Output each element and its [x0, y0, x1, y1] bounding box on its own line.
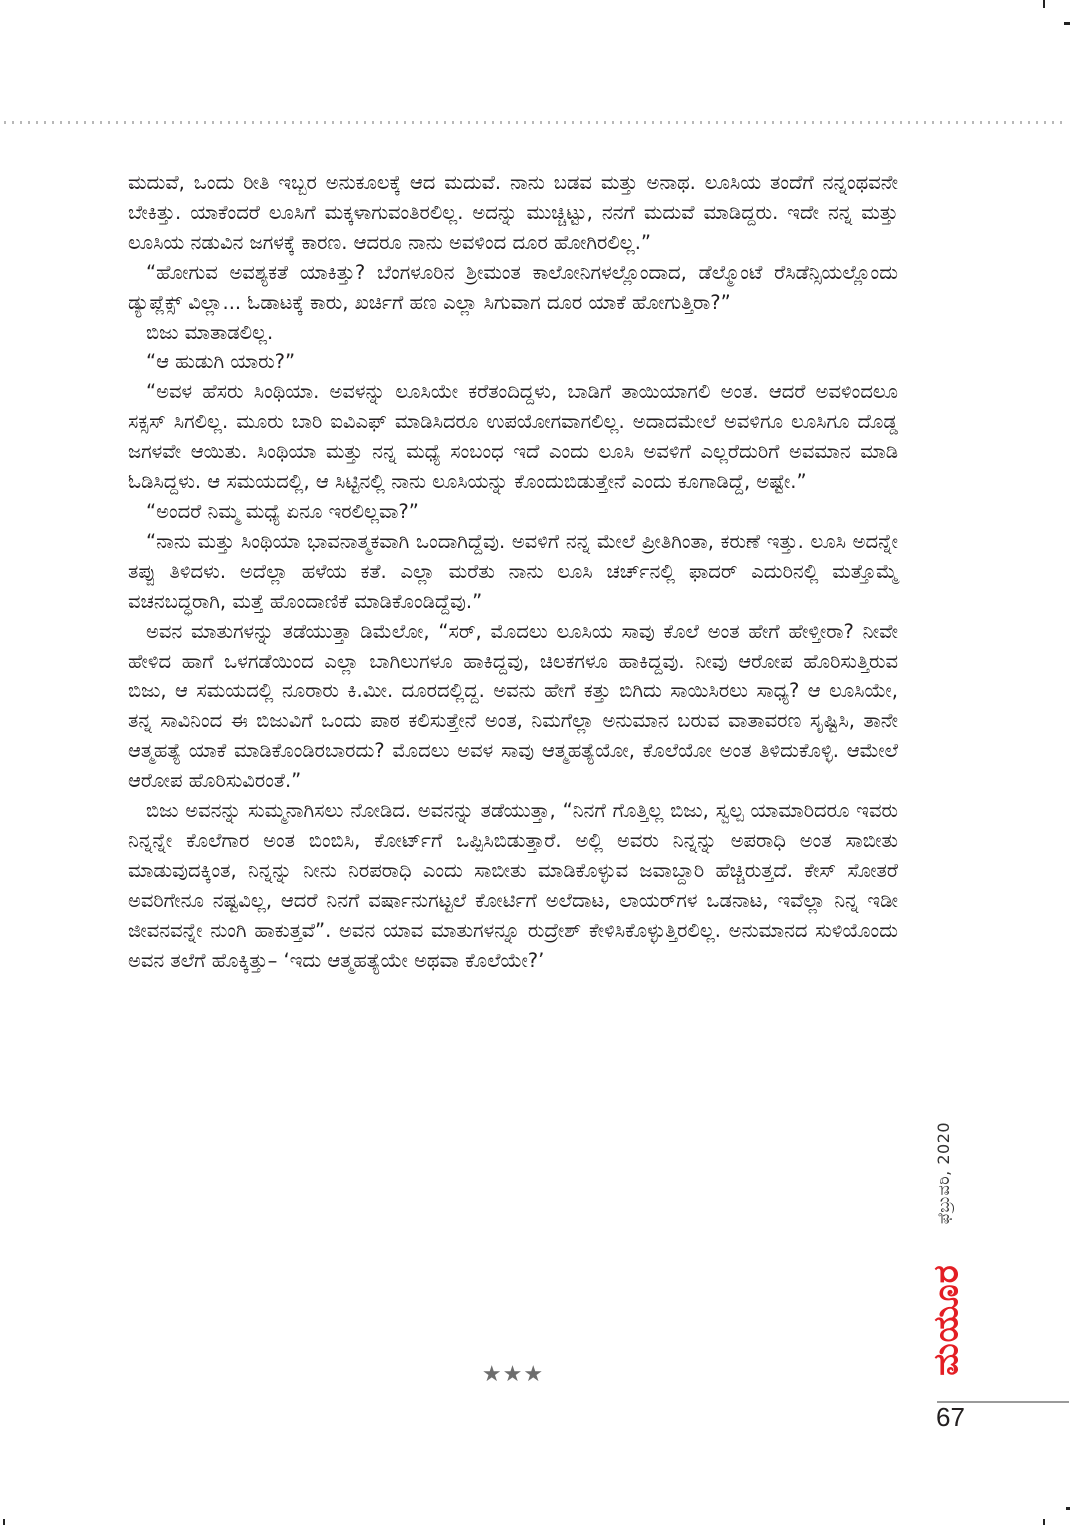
- header-dotted-rule: [4, 121, 1068, 124]
- paragraph: ಮದುವೆ, ಒಂದು ರೀತಿ ಇಬ್ಬರ ಅನುಕೂಲಕ್ಕೆ ಆದ ಮದುವೆ. ನಾನು ಬಡವ ಮತ್ತು ಅನಾಥ. ಲೂಸಿಯ ತಂದೆಗೆ ನನ್ನಂಥವನೇ ಬೇಕಿತ್ತು. ಯಾಕೆಂದರೆ ಲೂಸಿಗೆ ಮಕ್ಕಳಾಗುವಂತಿರಲಿಲ್ಲ. ಅದನ್ನು ಮುಚ್ಚಿಟ್ಟು, ನನಗೆ ಮದುವೆ ಮಾಡಿದ್ದರು. ಇದೇ ನನ್ನ ಮತ್ತು ಲೂಸಿಯ ನಡುವಿನ ಜಗಳಕ್ಕೆ ಕಾರಣ. ಆದರೂ ನಾನು ಅವಳಿಂದ ದೂರ ಹೋಗಿರಲಿಲ್ಲ.”: [128, 171, 898, 254]
- crop-mark: [1043, 0, 1045, 8]
- paragraph: “ಆ ಹುಡುಗಿ ಯಾರು?”: [146, 350, 296, 374]
- paragraph: “ನಾನು ಮತ್ತು ಸಿಂಥಿಯಾ ಭಾವನಾತ್ಮಕವಾಗಿ ಒಂದಾಗಿದ್ದೆವು. ಅವಳಿಗೆ ನನ್ನ ಮೇಲೆ ಪ್ರೀತಿಗಿಂತಾ, ಕರುಣೆ ಇತ್ತು. ಲೂಸಿ ಅದನ್ನೇ ತಪ್ಪು ತಿಳಿದಳು. ಅದೆಲ್ಲಾ ಹಳೆಯ ಕತೆ. ಎಲ್ಲಾ ಮರೆತು ನಾನು ಲೂಸಿ ಚರ್ಚ್‌ನಲ್ಲಿ ಫಾದರ್ ಎದುರಿನಲ್ಲಿ ಮತ್ತೊಮ್ಮೆ ವಚನಬದ್ಧರಾಗಿ, ಮತ್ತೆ ಹೊಂದಾಣಿಕೆ ಮಾಡಿಕೊಂಡಿದ್ದೆವು.”: [128, 529, 898, 613]
- crop-mark: [1066, 1507, 1070, 1510]
- crop-mark: [1064, 22, 1070, 25]
- crop-mark: [3, 1519, 5, 1525]
- article-body: [128, 168, 898, 975]
- magazine-logo: [925, 1250, 969, 1390]
- paragraph: “ಅವಳ ಹೆಸರು ಸಿಂಥಿಯಾ. ಅವಳನ್ನು ಲೂಸಿಯೇ ಕರೆತಂದಿದ್ದಳು, ಬಾಡಿಗೆ ತಾಯಿಯಾಗಲಿ ಅಂತ. ಆದರೆ ಅವಳಿಂದಲೂ ಸಕ್ಸಸ್ ಸಿಗಲಿಲ್ಲ. ಮೂರು ಬಾರಿ ಐವಿಎಫ್ ಮಾಡಿಸಿದರೂ ಉಪಯೋಗವಾಗಲಿಲ್ಲ. ಅದಾದಮೇಲೆ ಅವಳಿಗೂ ಲೂಸಿಗೂ ದೊಡ್ಡ ಜಗಳವೇ ಆಯಿತು. ಸಿಂಥಿಯಾ ಮತ್ತು ನನ್ನ ಮಧ್ಯೆ ಸಂಬಂಧ ಇದೆ ಎಂದು ಲೂಸಿ ಅವಳಿಗೆ ಎಲ್ಲರೆದುರಿಗೆ ಅವಮಾನ ಮಾಡಿ ಓಡಿಸಿದ್ದಳು. ಆ ಸಮಯದಲ್ಲಿ, ಆ ಸಿಟ್ಟಿನಲ್ಲಿ ನಾನು ಲೂಸಿಯನ್ನು ಕೊಂದುಬಿಡುತ್ತೇನೆ ಎಂದು ಕೂಗಾಡಿದ್ದೆ, ಅಷ್ಟೇ.”: [128, 380, 898, 494]
- paragraph: “ಅಂದರೆ ನಿಮ್ಮ ಮಧ್ಯೆ ಏನೂ ಇರಲಿಲ್ಲವಾ?”: [146, 499, 419, 523]
- paragraph: ಅವನ ಮಾತುಗಳನ್ನು ತಡೆಯುತ್ತಾ ಡಿಮೆಲೋ, “ಸರ್, ಮೊದಲು ಲೂಸಿಯ ಸಾವು ಕೊಲೆ ಅಂತ ಹೇಗೆ ಹೇಳ್ತೀರಾ? ನೀವೇ ಹೇಳಿದ ಹಾಗೆ ಒಳಗಡೆಯಿಂದ ಎಲ್ಲಾ ಬಾಗಿಲುಗಳೂ ಹಾಕಿದ್ದವು, ಚಿಲಕಗಳೂ ಹಾಕಿದ್ದವು. ನೀವು ಆರೋಪ ಹೊರಿಸುತ್ತಿರುವ ಬಿಜು, ಆ ಸಮಯದಲ್ಲಿ ನೂರಾರು ಕಿ.ಮೀ. ದೂರದಲ್ಲಿದ್ದ. ಅವನು ಹೇಗೆ ಕತ್ತು ಬಿಗಿದು ಸಾಯಿಸಿರಲು ಸಾಧ್ಯ? ಆ ಲೂಸಿಯೇ, ತನ್ನ ಸಾವಿನಿಂದ ಈ ಬಿಜುವಿಗೆ ಒಂದು ಪಾಠ ಕಲಿಸುತ್ತೇನೆ ಅಂತ, ನಿಮಗೆಲ್ಲಾ ಅನುಮಾನ ಬರುವ ವಾತಾವರಣ ಸೃಷ್ಟಿಸಿ, ತಾನೇ ಆತ್ಮಹತ್ಯೆ ಯಾಕೆ ಮಾಡಿಕೊಂಡಿರಬಾರದು? ಮೊದಲು ಅವಳ ಸಾವು ಆತ್ಮಹತ್ಯೆಯೋ, ಕೊಲೆಯೋ ಅಂತ ತಿಳಿದುಕೊಳ್ಳಿ. ಆಮೇಲೆ ಆರೋಪ ಹೊರಿಸುವಿರಂತೆ.”: [128, 619, 898, 793]
- paragraph: ಬಿಜು ಅವನನ್ನು ಸುಮ್ಮನಾಗಿಸಲು ನೋಡಿದ. ಅವನನ್ನು ತಡೆಯುತ್ತಾ, “ನಿನಗೆ ಗೊತ್ತಿಲ್ಲ ಬಿಜು, ಸ್ವಲ್ಪ ಯಾಮಾರಿದರೂ ಇವರು ನಿನ್ನನ್ನೇ ಕೊಲೆಗಾರ ಅಂತ ಬಿಂಬಿಸಿ, ಕೋರ್ಟ್‌ಗೆ ಒಪ್ಪಿಸಿಬಿಡುತ್ತಾರೆ. ಅಲ್ಲಿ ಅವರು ನಿನ್ನನ್ನು ಅಪರಾಧಿ ಅಂತ ಸಾಬೀತು ಮಾಡುವುದಕ್ಕಿಂತ, ನಿನ್ನನ್ನು ನೀನು ನಿರಪರಾಧಿ ಎಂದು ಸಾಬೀತು ಮಾಡಿಕೊಳ್ಳುವ ಜವಾಬ್ದಾರಿ ಹೆಚ್ಚಿರುತ್ತದೆ. ಕೇಸ್ ಸೋತರೆ ಅವರಿಗೇನೂ ನಷ್ಟವಿಲ್ಲ, ಆದರೆ ನಿನಗೆ ವರ್ಷಾನುಗಟ್ಟಲೆ ಕೋರ್ಟಿಗೆ ಅಲೆದಾಟ, ಲಾಯರ್‌ಗಳ ಒಡನಾಟ, ಇವೆಲ್ಲಾ ನಿನ್ನ ಇಡೀ ಜೀವನವನ್ನೇ ನುಂಗಿ ಹಾಕುತ್ತವೆ”. ಅವನ ಯಾವ ಮಾತುಗಳನ್ನೂ ರುದ್ರೇಶ್ ಕೇಳಿಸಿಕೊಳ್ಳುತ್ತಿರಲಿಲ್ಲ. ಅನುಮಾನದ ಸುಳಿಯೊಂದು ಅವನ ತಲೆಗೆ ಹೊಕ್ಕಿತ್ತು– ‘ಇದು ಆತ್ಮಹತ್ಯೆಯೇ ಅಥವಾ ಕೊಲೆಯೇ?’: [128, 799, 898, 972]
- paragraph: ಬಿಜು ಮಾತಾಡಲಿಲ್ಲ.: [146, 320, 274, 344]
- issue-date: [930, 1100, 958, 1245]
- section-break-stars: ★★★: [481, 1362, 545, 1387]
- paragraph: “ಹೋಗುವ ಅವಶ್ಯಕತೆ ಯಾಕಿತ್ತು? ಬೆಂಗಳೂರಿನ ಶ್ರೀಮಂತ ಕಾಲೋನಿಗಳಲ್ಲೊಂದಾದ, ಡೆಲ್ಮೊಂಟೆ ರೆಸಿಡೆನ್ಸಿಯಲ್ಲೊಂದು ಡ್ಯುಪ್ಲೆಕ್ಸ್ ವಿಲ್ಲಾ... ಓಡಾಟಕ್ಕೆ ಕಾರು, ಖರ್ಚಿಗೆ ಹಣ ಎಲ್ಲಾ ಸಿಗುವಾಗ ದೂರ ಯಾಕೆ ಹೋಗುತ್ತಿರಾ?”: [128, 260, 898, 314]
- magazine-logo-text: ಮಯೂರ: [927, 1264, 967, 1376]
- issue-date-text: ಫೆಬ್ರುವರಿ, 2020: [934, 1121, 954, 1224]
- page-number: 67: [936, 1402, 965, 1432]
- crop-mark: [1043, 1519, 1045, 1525]
